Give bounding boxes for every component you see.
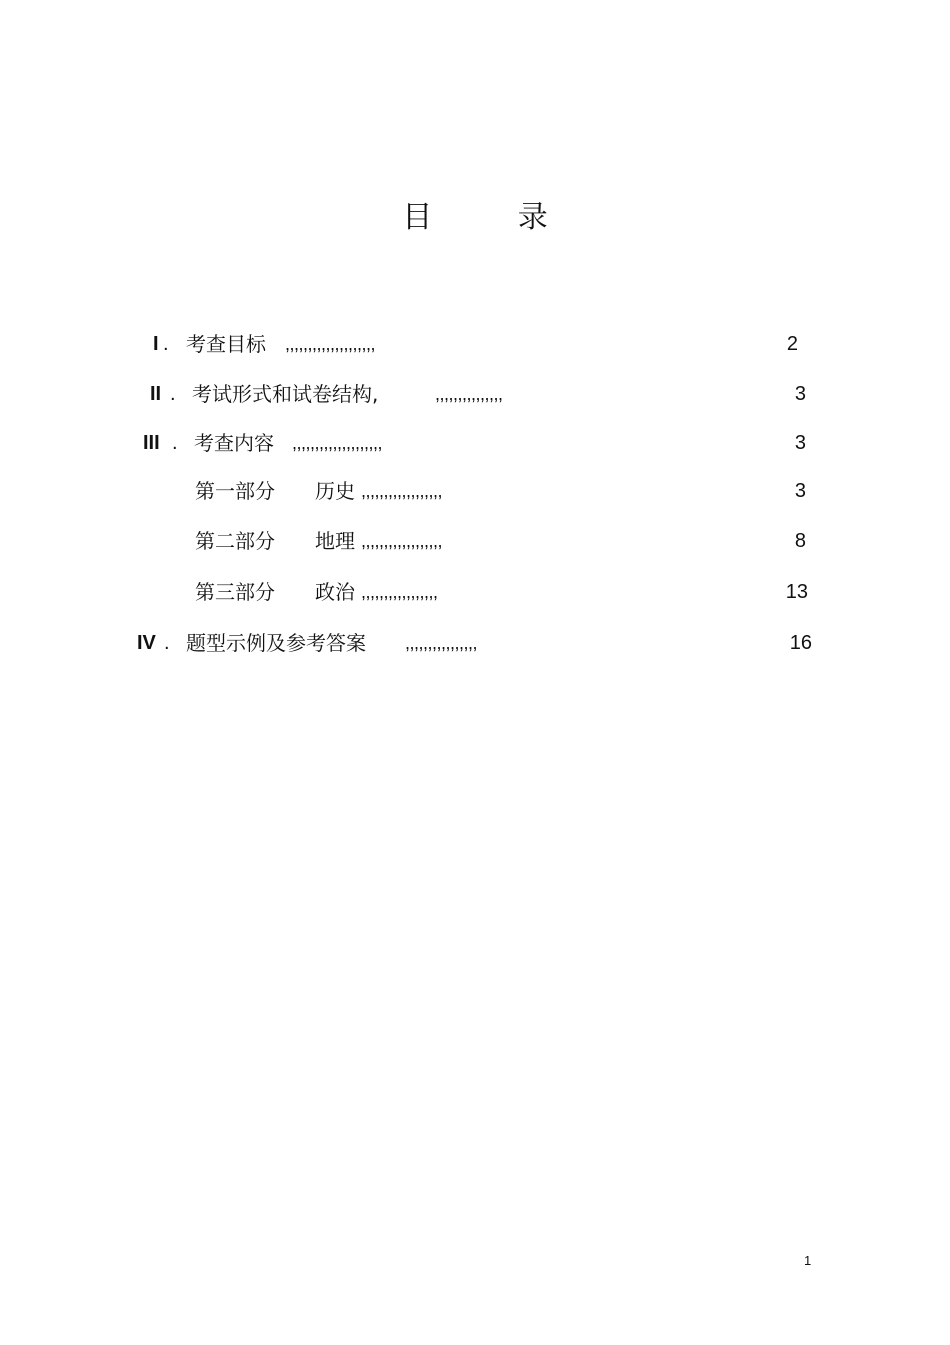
toc-numeral: III	[143, 432, 160, 454]
toc-page-number: 3	[794, 383, 806, 405]
toc-page-number: 3	[794, 480, 806, 502]
toc-page-number: 13	[785, 581, 808, 603]
toc-title: 历史	[315, 479, 355, 503]
toc-entry-1[interactable]	[0, 329, 950, 359]
toc-entry-2[interactable]	[0, 379, 950, 409]
toc-subentry-2[interactable]	[0, 526, 950, 556]
toc-title: 考查目标	[186, 332, 266, 356]
toc-page-number: 8	[794, 530, 806, 552]
toc-part-label: 第三部分	[195, 580, 275, 604]
toc-title: 考试形式和试卷结构,	[192, 382, 379, 406]
toc-dot: .	[163, 333, 169, 355]
toc-title: 政治	[315, 580, 355, 604]
toc-dot: .	[170, 383, 176, 405]
toc-leader: ,,,,,,,,,,,,,,,,,,	[361, 531, 443, 551]
toc-dot: .	[164, 632, 170, 654]
toc-leader: ,,,,,,,,,,,,,,,,,	[361, 582, 438, 602]
toc-leader: ,,,,,,,,,,,,,,,,,,,,	[292, 433, 383, 453]
toc-entry-3[interactable]	[0, 428, 950, 458]
toc-subentry-3[interactable]	[0, 577, 950, 607]
toc-leader: ,,,,,,,,,,,,,,,,,,	[361, 481, 443, 501]
toc-part-label: 第一部分	[195, 479, 275, 503]
toc-page-number: 2	[786, 333, 798, 355]
toc-page-number: 16	[789, 632, 812, 654]
toc-entry-4[interactable]	[0, 628, 950, 658]
toc-numeral: I	[153, 333, 159, 355]
toc-leader: ,,,,,,,,,,,,,,,,,,,,	[285, 334, 376, 354]
page-title: 目 录	[402, 200, 586, 235]
toc-title: 题型示例及参考答案	[186, 631, 366, 655]
toc-page-number: 3	[794, 432, 806, 454]
toc-part-label: 第二部分	[195, 529, 275, 553]
toc-numeral: II	[150, 383, 162, 405]
toc-title: 考查内容	[194, 431, 274, 455]
toc-title: 地理	[315, 529, 355, 553]
toc-subentry-1[interactable]	[0, 476, 950, 506]
toc-leader: ,,,,,,,,,,,,,,,,	[405, 633, 478, 653]
toc-leader: ,,,,,,,,,,,,,,,	[435, 384, 503, 404]
page-number: 1	[804, 1253, 812, 1268]
toc-dot: .	[172, 432, 178, 454]
toc-numeral: IV	[137, 632, 156, 654]
